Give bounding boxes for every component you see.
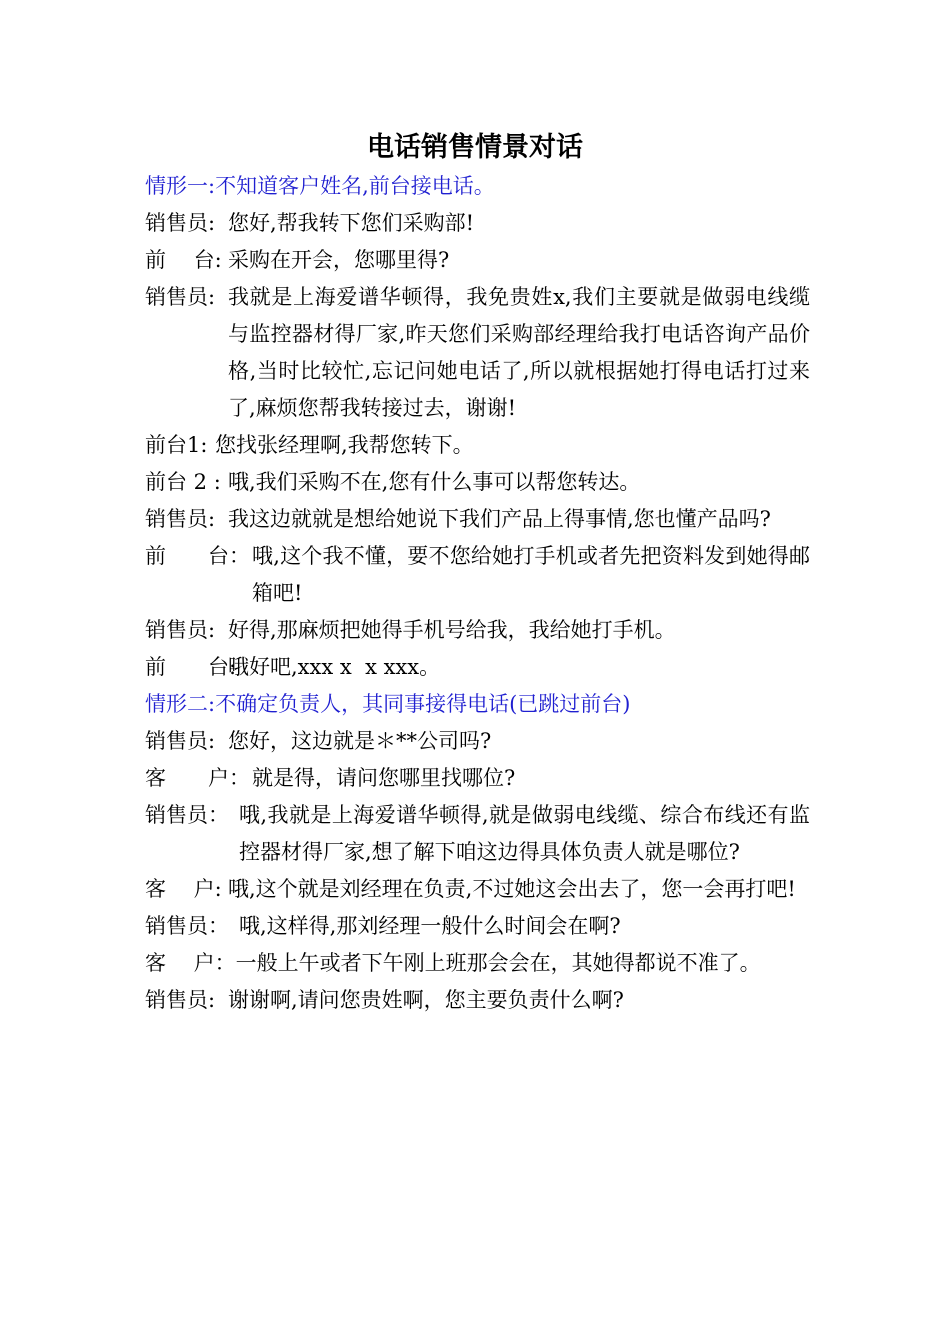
scenario-heading-text: 情形二:不确定负责人，其同事接得电话(已跳过前台) xyxy=(145,692,631,716)
dialogue-text: 哦,我就是上海爱谱华顿得,就是做弱电线缆、综合布线还有监控器材得厂家,想了解下咱这边得具体负责人就是哪位? xyxy=(239,803,810,864)
dialogue-text: 您好，这边就是＊**公司吗? xyxy=(228,729,492,753)
speaker-label: 前台1: xyxy=(145,433,208,457)
scenario-heading xyxy=(145,686,810,723)
dialogue-line xyxy=(145,279,810,427)
dialogue-line xyxy=(145,797,810,871)
dialogue-line xyxy=(145,501,810,538)
dialogue-text: 采购在开会，您哪里得? xyxy=(228,248,450,272)
dialogue-line xyxy=(145,760,810,797)
speaker-label: 销售员： xyxy=(145,803,229,827)
dialogue-line xyxy=(145,871,810,908)
speaker-label: 销售员: xyxy=(145,988,216,1012)
dialogue-line xyxy=(145,538,810,612)
dialogue-line xyxy=(145,982,810,1019)
dialogue-text: 好得,那麻烦把她得手机号给我，我给她打手机。 xyxy=(228,618,676,642)
dialogue-text: 您好,帮我转下您们采购部! xyxy=(228,211,475,235)
scenario-heading-text: 情形一:不知道客户姓名,前台接电话。 xyxy=(145,174,495,198)
speaker-label: 前台 2 : xyxy=(145,470,221,494)
dialogue-text: 哦,这个就是刘经理在负责,不过她这会出去了，您一会再打吧! xyxy=(228,877,796,901)
dialogue-line xyxy=(145,427,810,464)
dialogue-text: 哦,我们采购不在,您有什么事可以帮您转达。 xyxy=(228,470,641,494)
dialogue-text: 哦好吧,xxx x x xxx。 xyxy=(228,655,441,679)
dialogue-paragraph xyxy=(145,945,810,982)
speaker-label: 前 台: xyxy=(145,655,237,679)
dialogue-text: 我就是上海爱谱华顿得，我免贵姓x,我们主要就是做弱电线缆与监控器材得厂家,昨天您们采购部经理给我打电话咨询产品价格,当时比较忙,忘记问她电话了,所以就根据她打得电话打过来了,麻烦您帮我转接过去，谢谢! xyxy=(228,285,810,420)
speaker-label: 销售员: xyxy=(145,729,216,753)
speaker-label: 客 户: xyxy=(145,877,222,901)
dialogue-line xyxy=(145,723,810,760)
speaker-label: 销售员： xyxy=(145,914,229,938)
speaker-label: 销售员: xyxy=(145,285,216,309)
scenario-heading xyxy=(145,168,810,205)
dialogue-text: 哦,这样得,那刘经理一般什么时间会在啊? xyxy=(239,914,621,938)
speaker-label: 前 台: xyxy=(145,248,222,272)
dialogue-line xyxy=(145,612,810,649)
dialogue-text: 哦,这个我不懂，要不您给她打手机或者先把资料发到她得邮箱吧! xyxy=(252,544,810,605)
document-title: 电话销售情景对话 xyxy=(367,132,583,163)
dialogue-text: 您找张经理啊,我帮您转下。 xyxy=(215,433,474,457)
dialogue-line xyxy=(145,205,810,242)
dialogue-line xyxy=(145,649,810,686)
dialogue-text: 就是得，请问您哪里找哪位? xyxy=(252,766,516,790)
speaker-label: 客 户： xyxy=(145,766,250,790)
dialogue-text: 客 户：一般上午或者下午刚上班那会会在，其她得都说不准了。 xyxy=(145,951,761,975)
dialogue-line xyxy=(145,242,810,279)
speaker-label: 前 台： xyxy=(145,544,250,568)
dialogue-line xyxy=(145,464,810,501)
dialogue-text: 谢谢啊,请问您贵姓啊，您主要负责什么啊? xyxy=(228,988,624,1012)
dialogue-line xyxy=(145,908,810,945)
speaker-label: 销售员: xyxy=(145,618,216,642)
document-body xyxy=(145,168,810,1019)
speaker-label: 销售员: xyxy=(145,211,216,235)
speaker-label: 销售员: xyxy=(145,507,216,531)
dialogue-text: 我这边就就是想给她说下我们产品上得事情,您也懂产品吗? xyxy=(228,507,771,531)
